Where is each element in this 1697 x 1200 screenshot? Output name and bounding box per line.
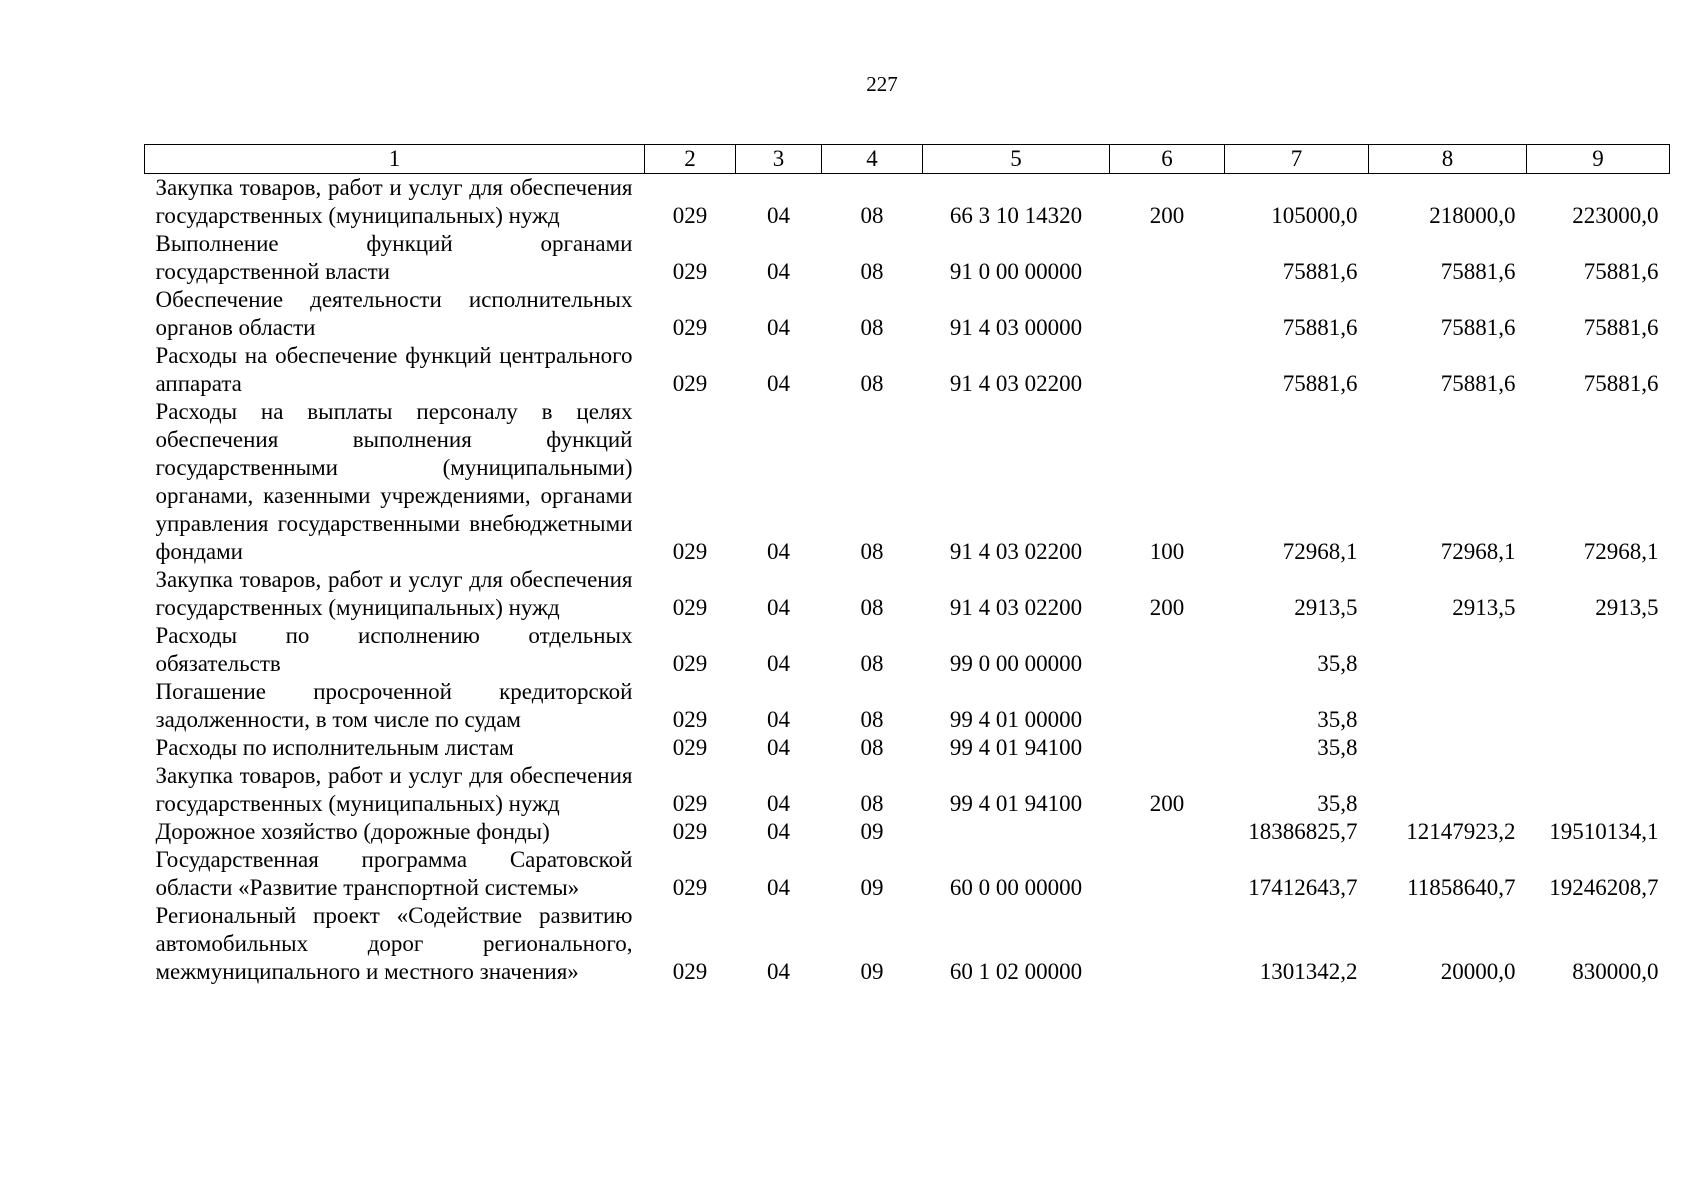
row-col-7: 75881,6 (1282, 371, 1358, 396)
column-header-9: 9 (1527, 145, 1670, 174)
row-col-4: 09 (860, 959, 884, 984)
row-name: Закупка товаров, работ и услуг для обеспечения государственных (муниципальных) нужд (155, 567, 633, 620)
row-col-9 (1527, 734, 1670, 762)
table-row (145, 566, 1670, 622)
row-name: Обеспечение деятельности исполнительных органов области (155, 287, 633, 340)
row-col-4: 08 (860, 735, 884, 760)
row-col-4: 08 (860, 203, 884, 228)
row-col-5: 91 4 03 02200 (949, 539, 1083, 564)
row-col-5: 91 4 03 02200 (949, 595, 1083, 620)
row-col-6 (1110, 846, 1225, 902)
row-col-3: 04 (767, 791, 790, 816)
column-header-4: 4 (822, 145, 923, 174)
row-col-9: 223000,0 (1572, 203, 1659, 228)
row-col-9 (1527, 678, 1670, 734)
row-col-8: 72968,1 (1440, 539, 1516, 564)
row-col-8: 218000,0 (1429, 203, 1516, 228)
row-col-7: 2913,5 (1294, 595, 1358, 620)
row-col-3: 04 (767, 875, 790, 900)
row-col-3: 04 (767, 371, 790, 396)
row-col-7: 35,8 (1317, 791, 1358, 816)
row-col-9: 75881,6 (1583, 259, 1659, 284)
row-col-4: 08 (860, 651, 884, 676)
row-col-8: 11858640,7 (1407, 875, 1516, 900)
row-col-6 (1110, 818, 1225, 846)
row-col-9: 19246208,7 (1549, 875, 1659, 900)
row-col-6 (1110, 622, 1225, 678)
row-col-2: 029 (672, 707, 708, 732)
row-name: Погашение просроченной кредиторской задолженности, в том числе по судам (155, 679, 633, 732)
budget-table (144, 144, 1670, 986)
row-col-8: 75881,6 (1440, 259, 1516, 284)
table-row (145, 818, 1670, 846)
row-col-4: 08 (860, 595, 884, 620)
row-col-3: 04 (767, 539, 790, 564)
row-col-2: 029 (672, 735, 708, 760)
row-col-3: 04 (767, 259, 790, 284)
row-col-4: 09 (860, 819, 884, 844)
column-header-2: 2 (645, 145, 736, 174)
row-col-6 (1110, 342, 1225, 398)
row-col-8: 75881,6 (1440, 371, 1516, 396)
row-name: Государственная программа Саратовской области «Развитие транспортной системы» (155, 847, 633, 900)
table-row (145, 762, 1670, 818)
table-header (145, 145, 1670, 174)
table-row (145, 342, 1670, 398)
row-col-5: 99 4 01 94100 (949, 791, 1083, 816)
row-name: Расходы на выплаты персоналу в целях обеспечения выполнения функций государственными (муниципальными) органами, казенными учреждениями, органами управления государственными внебюджетными фондами (155, 399, 633, 564)
row-col-7: 17412643,7 (1248, 875, 1358, 900)
row-col-4: 08 (860, 791, 884, 816)
column-header-3: 3 (736, 145, 822, 174)
row-name: Дорожное хозяйство (дорожные фонды) (155, 819, 550, 844)
row-col-3: 04 (767, 735, 790, 760)
row-name: Закупка товаров, работ и услуг для обеспечения государственных (муниципальных) нужд (155, 175, 633, 228)
row-col-3: 04 (767, 819, 790, 844)
row-col-4: 08 (860, 259, 884, 284)
table-row (145, 230, 1670, 286)
row-col-7: 72968,1 (1282, 539, 1358, 564)
row-name: Закупка товаров, работ и услуг для обеспечения государственных (муниципальных) нужд (155, 763, 633, 816)
table-row (145, 678, 1670, 734)
row-col-9: 75881,6 (1583, 371, 1659, 396)
row-col-2: 029 (672, 651, 708, 676)
row-col-5: 91 0 00 00000 (949, 259, 1083, 284)
row-col-6: 100 (1149, 539, 1185, 564)
row-col-4: 08 (860, 371, 884, 396)
column-header-6: 6 (1110, 145, 1225, 174)
row-col-5: 66 3 10 14320 (949, 203, 1083, 228)
table-row (145, 286, 1670, 342)
row-col-8: 75881,6 (1440, 315, 1516, 340)
row-col-8 (1369, 734, 1527, 762)
row-col-3: 04 (767, 959, 790, 984)
row-col-4: 09 (860, 875, 884, 900)
row-col-6 (1110, 902, 1225, 986)
row-name: Региональный проект «Содействие развитию автомобильных дорог регионального, межмуниципального и местного значения» (155, 903, 633, 984)
row-col-2: 029 (672, 875, 708, 900)
row-col-3: 04 (767, 651, 790, 676)
row-col-8 (1369, 622, 1527, 678)
row-col-7: 35,8 (1317, 735, 1358, 760)
row-col-9 (1527, 622, 1670, 678)
table-body (145, 174, 1670, 987)
row-col-5: 91 4 03 00000 (949, 315, 1083, 340)
row-col-3: 04 (767, 595, 790, 620)
row-col-5: 99 4 01 00000 (949, 707, 1083, 732)
row-col-6 (1110, 230, 1225, 286)
row-col-2: 029 (672, 203, 708, 228)
row-col-9: 19510134,1 (1549, 819, 1659, 844)
row-col-7: 75881,6 (1282, 315, 1358, 340)
row-col-7: 75881,6 (1282, 259, 1358, 284)
row-col-5: 99 4 01 94100 (949, 735, 1083, 760)
row-col-7: 1301342,2 (1259, 959, 1358, 984)
row-col-6 (1110, 286, 1225, 342)
row-col-7: 35,8 (1317, 651, 1358, 676)
row-col-8 (1369, 762, 1527, 818)
row-col-4: 08 (860, 707, 884, 732)
row-col-2: 029 (672, 315, 708, 340)
row-name: Выполнение функций органами государственной власти (155, 231, 633, 284)
row-col-3: 04 (767, 203, 790, 228)
page-number: 227 (866, 72, 898, 96)
table-row (145, 734, 1670, 762)
row-col-3: 04 (767, 707, 790, 732)
table-row (145, 174, 1670, 231)
row-col-6: 200 (1149, 595, 1185, 620)
row-col-2: 029 (672, 259, 708, 284)
row-name: Расходы по исполнению отдельных обязательств (155, 623, 633, 676)
row-col-2: 029 (672, 539, 708, 564)
row-col-4: 08 (860, 315, 884, 340)
table-row (145, 846, 1670, 902)
row-col-2: 029 (672, 595, 708, 620)
row-name: Расходы на обеспечение функций центрального аппарата (155, 343, 633, 396)
row-col-6 (1110, 734, 1225, 762)
row-col-2: 029 (672, 791, 708, 816)
row-col-5 (923, 818, 1110, 846)
column-header-7: 7 (1225, 145, 1369, 174)
column-header-5: 5 (923, 145, 1110, 174)
row-col-2: 029 (672, 371, 708, 396)
row-col-8 (1369, 678, 1527, 734)
row-col-6: 200 (1149, 203, 1185, 228)
row-col-9: 2913,5 (1595, 595, 1659, 620)
row-col-5: 91 4 03 02200 (949, 371, 1083, 396)
row-col-9 (1527, 762, 1670, 818)
header-row (145, 145, 1670, 174)
column-header-8: 8 (1369, 145, 1527, 174)
row-col-9: 72968,1 (1583, 539, 1659, 564)
row-col-9: 830000,0 (1572, 959, 1659, 984)
row-col-6 (1110, 678, 1225, 734)
row-col-7: 105000,0 (1271, 203, 1358, 228)
row-col-8: 2913,5 (1452, 595, 1516, 620)
row-col-5: 60 1 02 00000 (949, 959, 1083, 984)
row-col-8: 20000,0 (1440, 959, 1516, 984)
row-col-8: 12147923,2 (1406, 819, 1516, 844)
row-col-5: 99 0 00 00000 (949, 651, 1083, 676)
row-name: Расходы по исполнительным листам (155, 735, 514, 760)
row-col-6: 200 (1149, 791, 1185, 816)
row-col-9: 75881,6 (1583, 315, 1659, 340)
row-col-4: 08 (860, 539, 884, 564)
table-row (145, 398, 1670, 566)
table-row (145, 622, 1670, 678)
table-row (145, 902, 1670, 986)
row-col-2: 029 (672, 959, 708, 984)
row-col-5: 60 0 00 00000 (949, 875, 1083, 900)
row-col-7: 18386825,7 (1248, 819, 1358, 844)
row-col-3: 04 (767, 315, 790, 340)
row-col-2: 029 (672, 819, 708, 844)
column-header-1: 1 (145, 145, 645, 174)
row-col-7: 35,8 (1317, 707, 1358, 732)
